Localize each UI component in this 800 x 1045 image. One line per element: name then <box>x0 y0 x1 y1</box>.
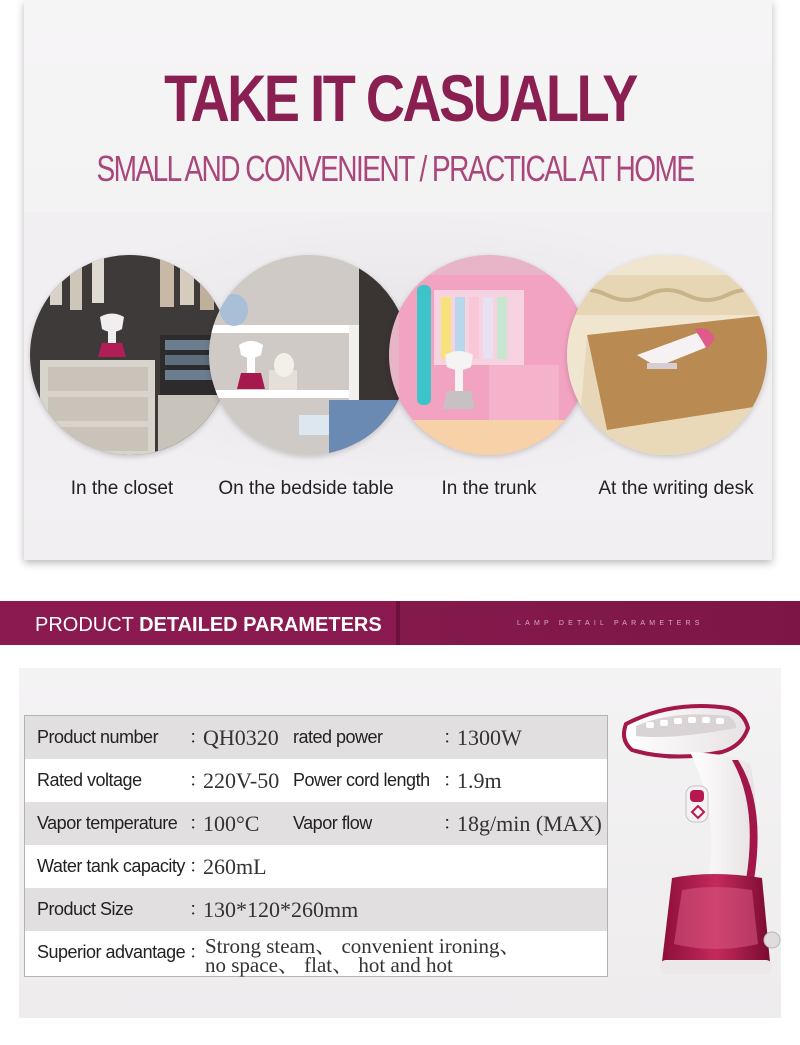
param-colon: ： <box>189 942 207 962</box>
banner-title <box>35 614 382 637</box>
scene-label-desk: At the writing desk <box>598 478 754 499</box>
param-value-2: 1300W <box>457 725 522 750</box>
param-value: 100°C <box>203 811 260 836</box>
param-label: Product Size <box>37 899 134 919</box>
param-label: Superior advantage <box>37 942 186 962</box>
param-label-2: rated power <box>293 727 383 747</box>
param-colon: ： <box>443 813 461 833</box>
table-row <box>25 802 607 845</box>
param-label: Product number <box>37 727 159 747</box>
closet-scene-image <box>30 255 230 455</box>
hero-title: TAKE IT CASUALLY <box>164 61 636 135</box>
param-label: Vapor temperature <box>37 813 178 833</box>
advantage-line-1: Strong steam、 convenient ironing、 <box>205 934 521 958</box>
suitcase-scene-image <box>389 255 589 455</box>
table-row <box>25 845 607 888</box>
table-row <box>25 716 607 759</box>
advantage-line-2: no space、 flat、 hot and hot <box>205 953 453 977</box>
scene-label-trunk: In the trunk <box>441 478 537 499</box>
parameters-table <box>24 715 608 977</box>
param-label: Water tank capacity <box>37 856 185 876</box>
param-value: QH0320 <box>203 725 279 750</box>
param-colon: ： <box>189 856 207 876</box>
banner-title-bold: DETAILED PARAMETERS <box>139 614 382 636</box>
param-label-2: Power cord length <box>293 770 430 790</box>
garment-steamer-image <box>612 694 782 994</box>
param-colon: ： <box>443 770 461 790</box>
scene-label-bedside: On the bedside table <box>218 478 394 499</box>
advantage-text <box>205 934 521 977</box>
param-label: Rated voltage <box>37 770 142 790</box>
desk-scene-image <box>567 255 767 455</box>
param-colon: ： <box>189 770 207 790</box>
table-row <box>25 931 607 977</box>
param-value: 130*120*260mm <box>203 897 359 922</box>
banner-title-light: PRODUCT <box>35 614 140 636</box>
param-value: 260mL <box>203 854 267 879</box>
param-colon: ： <box>189 727 207 747</box>
param-colon: ： <box>443 727 461 747</box>
hero-subtitle: SMALL AND CONVENIENT / PRACTICAL AT HOME <box>96 148 694 189</box>
table-row <box>25 888 607 931</box>
table-row <box>25 759 607 802</box>
param-colon: ： <box>189 899 207 919</box>
param-label-2: Vapor flow <box>293 813 372 833</box>
bedside-scene-image <box>209 255 409 455</box>
param-value-2: 1.9m <box>457 768 502 793</box>
param-value-2: 18g/min (MAX) <box>457 811 602 836</box>
param-colon: ： <box>189 813 207 833</box>
param-value: 220V-50 <box>203 768 280 793</box>
scene-label-closet: In the closet <box>70 478 174 499</box>
banner-subtitle: LAMP DETAIL PARAMETERS <box>517 620 704 627</box>
